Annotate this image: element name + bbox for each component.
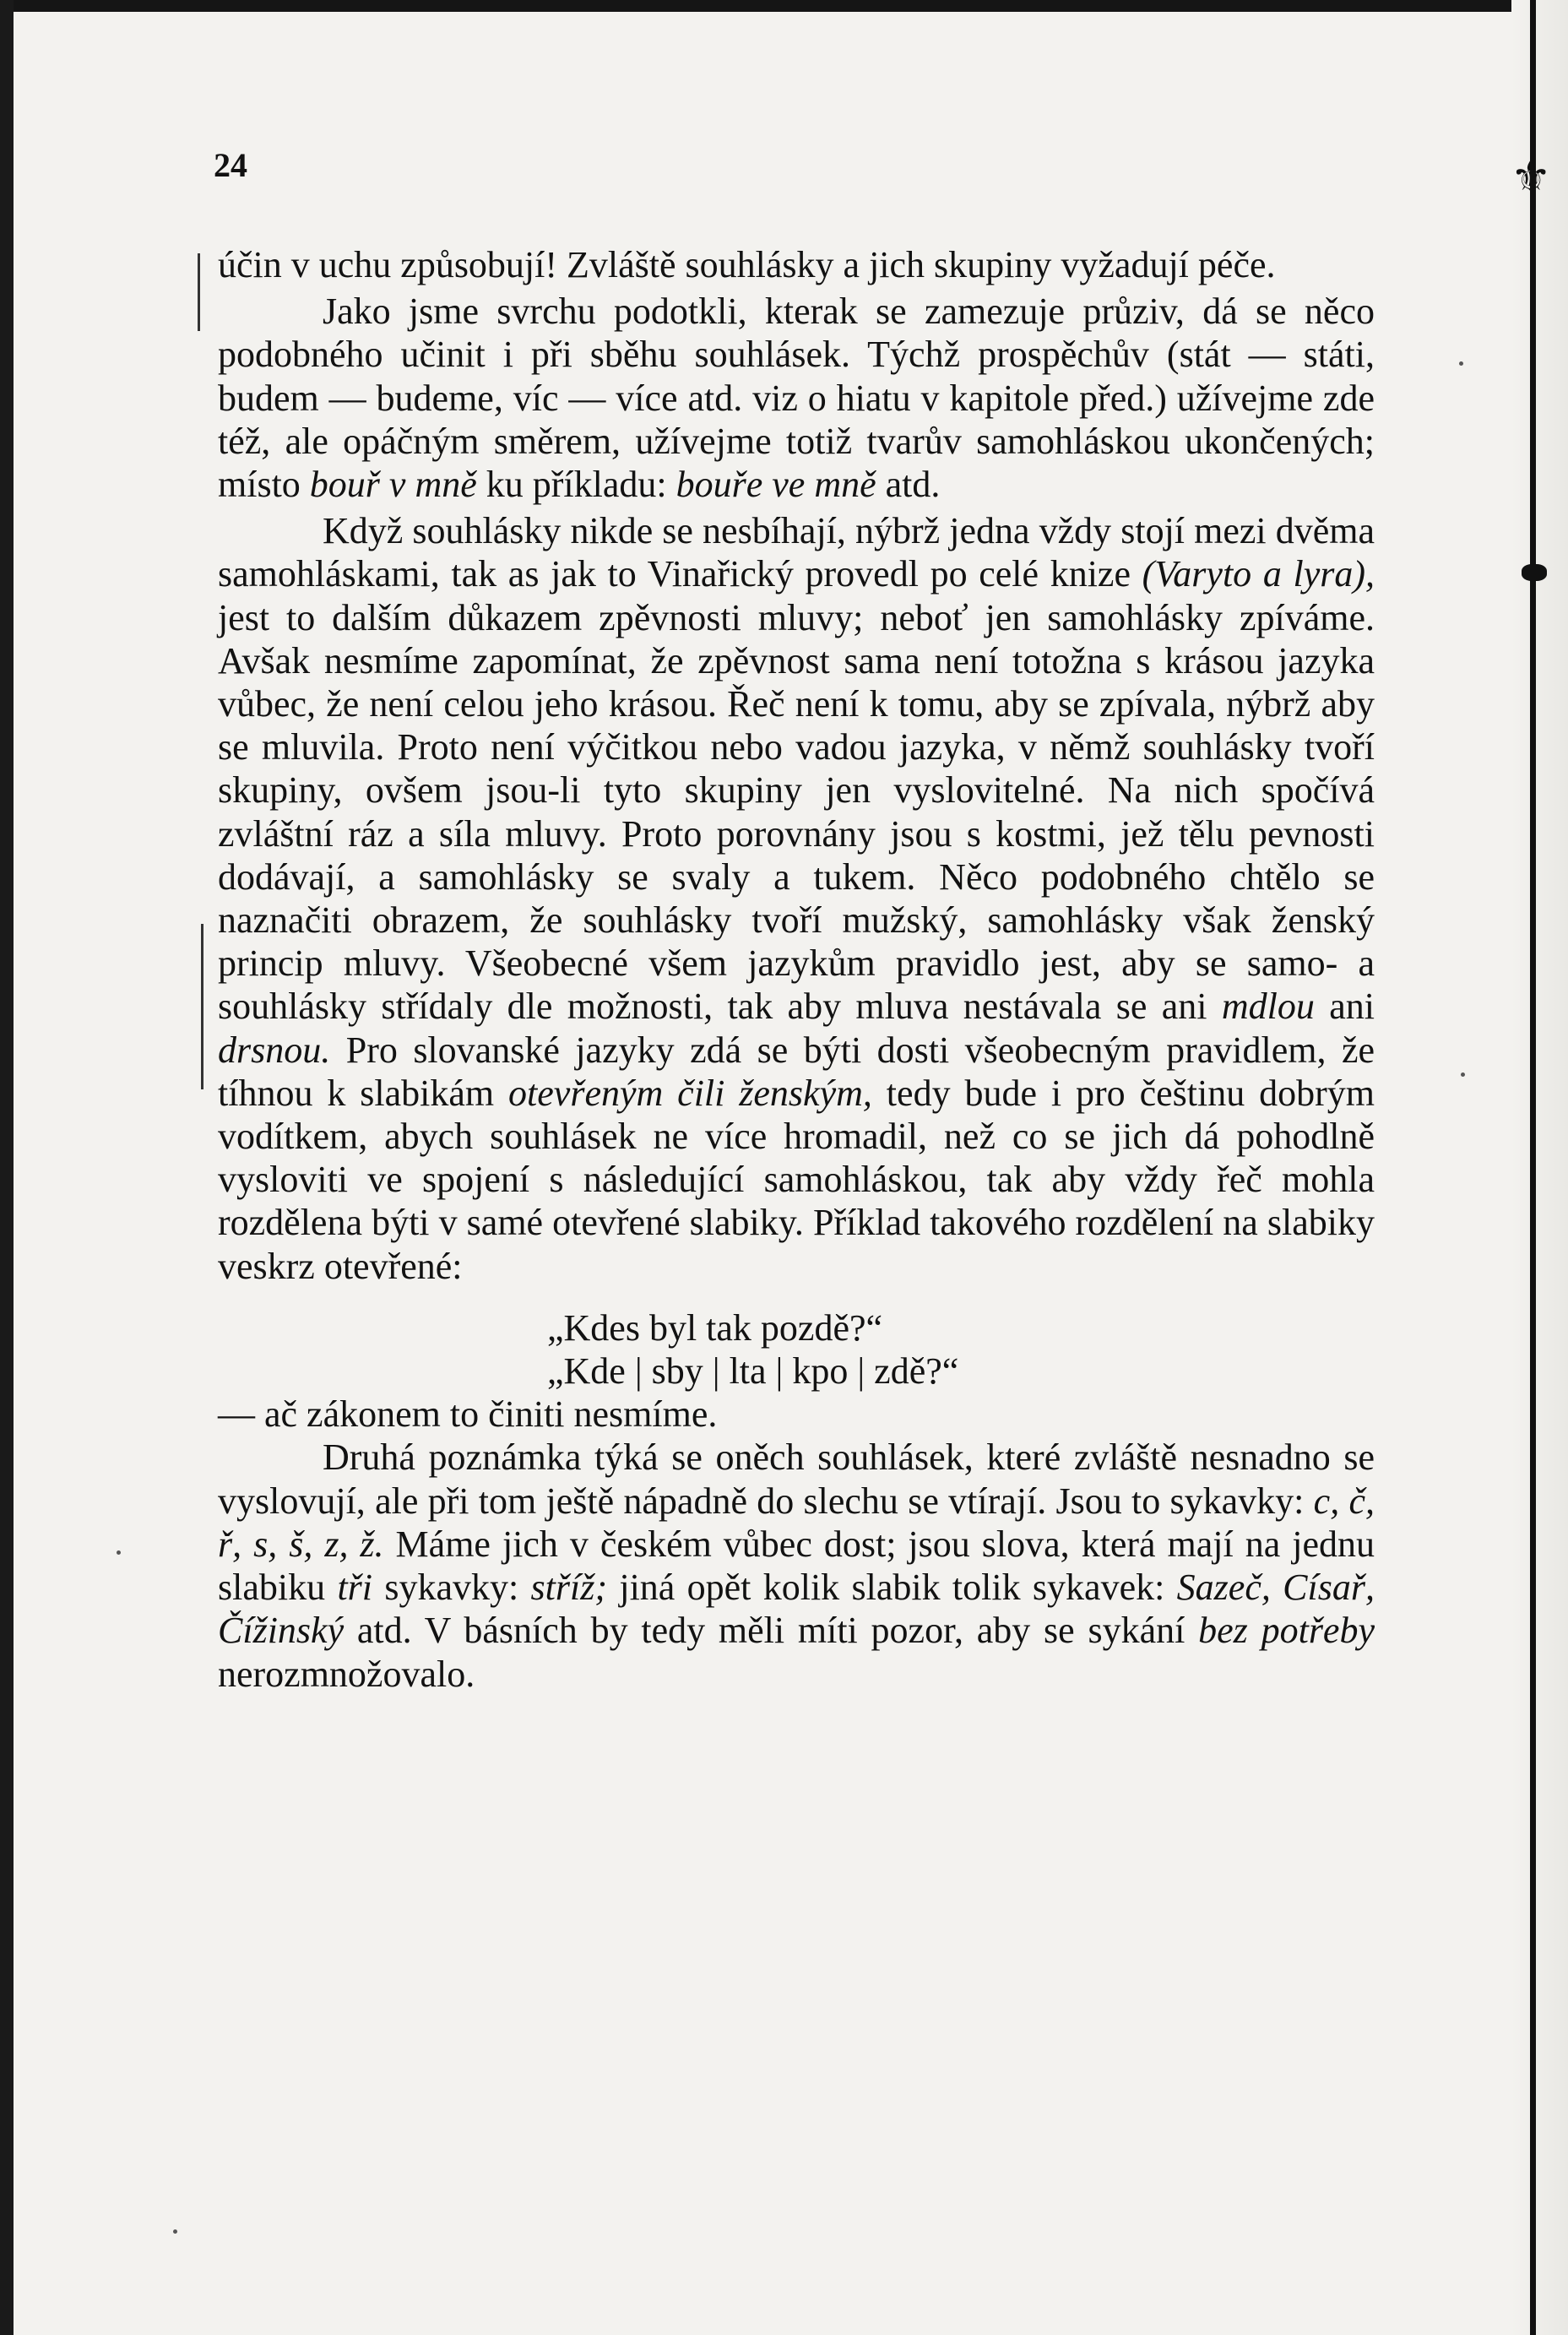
- paragraph-4-text: Druhá poznámka týká se oněch souhlásek, které zvláště nesnadno se vyslovují, ale při tom ještě nápadně do slechu se vtírají. Jsou to sykavky:: [218, 1436, 1375, 1522]
- book-title-italic: (Varyto a lyra),: [1142, 553, 1375, 595]
- text-run: Máme jich v českém vůbec dost; jsou slova, která mají na jednu slabiku: [218, 1523, 1375, 1609]
- paragraph-3-text: Když souhlásky nikde se nesbíhají, nýbrž jedna vždy stojí mezi dvěma samohláskami, tak as jak to Vinařický provedl po celé knize: [218, 510, 1375, 595]
- binding-margin: [1511, 0, 1568, 2335]
- term-italic: bez potřeby: [1198, 1610, 1375, 1652]
- verse-example: [547, 1306, 1375, 1393]
- term-italic: tři: [337, 1567, 373, 1609]
- text-run: atd.: [876, 464, 941, 506]
- binding-blot: [1522, 564, 1547, 581]
- letters-italic: c, č, ř, s, š, z, ž.: [218, 1480, 1375, 1565]
- example-italic: bouře ve mně: [675, 464, 876, 506]
- paragraph-4: [218, 1436, 1375, 1695]
- scan-left-edge: [0, 0, 14, 2335]
- paragraph-1: účin v uchu způsobují! Zvláště souhlásky a jich skupiny vyžadují péče.: [218, 244, 1276, 285]
- example-italic: stříž;: [530, 1567, 608, 1609]
- example-italic: Sazeč, Císař, Čížinský: [218, 1567, 1375, 1652]
- verse-remark: — ač zákonem to činiti nesmíme.: [218, 1393, 718, 1436]
- paragraph-3: [218, 509, 1375, 1288]
- pencil-bracket: [201, 924, 203, 1089]
- paper-speck: [117, 1550, 121, 1555]
- text-run: atd. V básních by tedy měli míti pozor, aby se sykání: [344, 1610, 1199, 1652]
- paragraph-2: [218, 290, 1375, 506]
- example-italic: bouř v mně: [309, 464, 477, 506]
- paper-speck: [1461, 1072, 1465, 1077]
- text-run: Pro slovanské jazyky zdá se býti dosti všeobecným pravidlem, že tíhnou k slabikám: [218, 1029, 1375, 1114]
- paper-speck: [173, 2229, 177, 2234]
- text-run: ku příkladu:: [476, 464, 676, 506]
- binding-ornament-icon: ⚜: [1511, 150, 1552, 204]
- text-run: tedy bude i pro češtinu dobrým vodítkem, abych souhlásek ne více hromadil, než co se jich dá pohodlně vysloviti ve spojení s následující samohláskou, tak aby vždy řeč mohla rozdělena býti v samé otevřené slabiky. Příklad takového rozdělení na slabiky veskrz otevřené:: [218, 1072, 1375, 1287]
- verse-line: „Kdes byl tak pozdě?“: [547, 1306, 883, 1349]
- term-italic: mdlou: [1221, 986, 1315, 1028]
- text-run: sykavky:: [372, 1567, 531, 1609]
- term-italic: otevřeným čili ženským,: [508, 1072, 872, 1114]
- text-run: ani: [1314, 986, 1375, 1028]
- body-text: [218, 243, 1375, 1696]
- text-run: nerozmnožovalo.: [218, 1653, 475, 1695]
- page-number: 24: [214, 146, 247, 184]
- binding-rule: [1530, 0, 1536, 2335]
- scan-top-edge: [0, 0, 1568, 12]
- text-run: jiná opět kolik slabik tolik sykavek:: [607, 1567, 1177, 1609]
- verse-line: „Kde | sby | lta | kpo | zdě?“: [547, 1350, 959, 1393]
- term-italic: drsnou.: [218, 1029, 331, 1071]
- pencil-bracket: [198, 253, 200, 331]
- paragraph-2-text: Jako jsme svrchu podotkli, kterak se zamezuje průziv, dá se něco podobného učinit i při sběhu souhlásek. Týchž prospěchův (stát — státi, budem — budeme, víc — více atd. viz o hiatu v kapitole před.) užívejme zde též, ale opáčným směrem, užívejme totiž tvarův samohláskou ukončených; místo: [218, 291, 1375, 506]
- paper-speck: [1459, 361, 1463, 366]
- text-run: jest to dalším důkazem zpěvnosti mluvy; neboť jen samohlásky zpíváme. Avšak nesmíme zapomínat, že zpěvnost sama není totožna s krásou jazyka vůbec, že není celou jeho krásou. Řeč není k tomu, aby se zpívala, nýbrž aby se mluvila. Proto není výčitkou nebo vadou jazyka, v němž souhlásky tvoří skupiny, ovšem jsou-li tyto skupiny jen vyslovitelné. Na nich spočívá zvláštní ráz a síla mluvy. Proto porovnány jsou s kostmi, jež tělu pevnosti dodávají, a samohlásky se svaly a tukem. Něco podobného chtělo se naznačiti obrazem, že souhlásky tvoří mužský, samohlásky však ženský princip mluvy. Všeobecné všem jazykům pravidlo jest, aby se samo- a souhlásky střídaly dle možnosti, tak aby mluva nestávala se ani: [218, 596, 1375, 1028]
